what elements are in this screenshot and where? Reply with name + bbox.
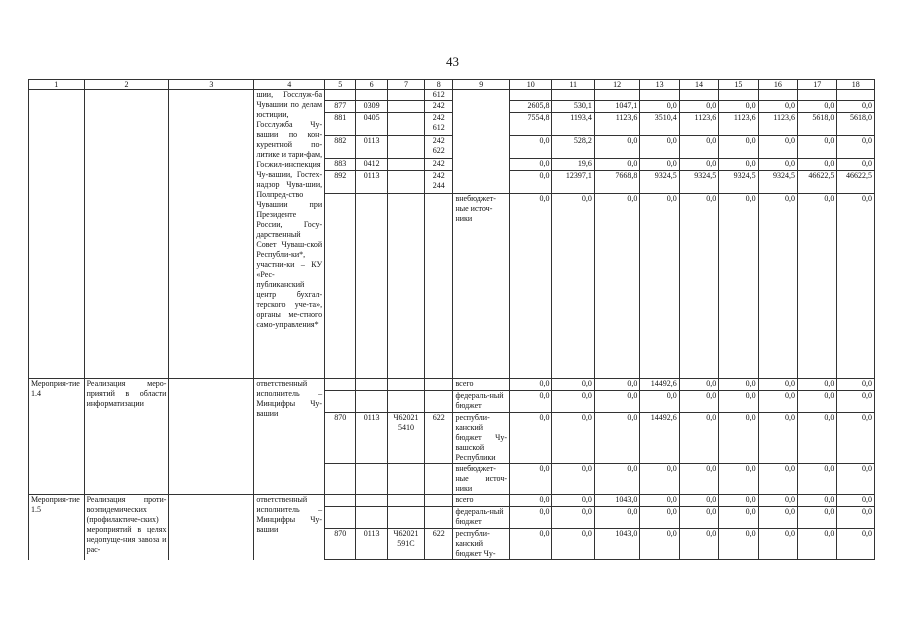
value-cell: 5618,0 — [798, 113, 837, 136]
value-cell: 1043,0 — [594, 529, 639, 560]
kbk-glavn — [325, 495, 356, 507]
value-cell: 0,0 — [719, 507, 758, 529]
column-number: 8 — [425, 80, 453, 90]
value-cell: 0,0 — [719, 101, 758, 113]
column-number: 9 — [453, 80, 510, 90]
measure-number-cell: Мероприя-тие 1.5 — [29, 495, 85, 560]
value-cell: 0,0 — [640, 529, 679, 560]
value-cell: 0,0 — [510, 464, 552, 495]
value-cell: 0,0 — [798, 101, 837, 113]
kbk-target: Ч62021 591С — [387, 529, 424, 560]
value-cell — [719, 90, 758, 101]
value-cell — [594, 90, 639, 101]
value-cell: 0,0 — [798, 379, 837, 391]
value-cell: 0,0 — [798, 529, 837, 560]
value-cell: 0,0 — [594, 159, 639, 171]
kbk-section: 0113 — [356, 529, 387, 560]
value-cell: 0,0 — [510, 194, 552, 379]
value-cell: 0,0 — [719, 136, 758, 159]
value-cell: 0,0 — [798, 464, 837, 495]
value-cell: 46622,5 — [798, 171, 837, 194]
kbk-glavn: 892 — [325, 171, 356, 194]
value-cell: 0,0 — [679, 391, 718, 413]
kbk-section: 0405 — [356, 113, 387, 136]
value-cell — [798, 90, 837, 101]
kbk-type — [425, 507, 453, 529]
value-cell: 0,0 — [640, 101, 679, 113]
kbk-glavn — [325, 507, 356, 529]
value-cell: 3510,4 — [640, 113, 679, 136]
value-cell: 14492,6 — [640, 413, 679, 464]
value-cell: 1047,1 — [594, 101, 639, 113]
value-cell: 7554,8 — [510, 113, 552, 136]
column-number: 15 — [719, 80, 758, 90]
value-cell: 0,0 — [552, 495, 594, 507]
value-cell — [837, 90, 875, 101]
column-number: 7 — [387, 80, 424, 90]
kbk-glavn — [325, 464, 356, 495]
value-cell: 0,0 — [719, 464, 758, 495]
value-cell: 0,0 — [798, 507, 837, 529]
value-cell: 0,0 — [719, 391, 758, 413]
kbk-glavn — [325, 391, 356, 413]
kbk-type: 622 — [425, 413, 453, 464]
value-cell: 9324,5 — [679, 171, 718, 194]
kbk-target — [387, 507, 424, 529]
value-cell: 5618,0 — [837, 113, 875, 136]
value-cell: 0,0 — [510, 171, 552, 194]
value-cell: 2605,8 — [510, 101, 552, 113]
column-number: 12 — [594, 80, 639, 90]
kbk-glavn — [325, 90, 356, 101]
kbk-type — [425, 391, 453, 413]
source-cell: республи-канский бюджет Чу-вашской Республики — [453, 413, 510, 464]
kbk-glavn: 883 — [325, 159, 356, 171]
kbk-section: 0309 — [356, 101, 387, 113]
kbk-section: 0113 — [356, 136, 387, 159]
kbk-section: 0113 — [356, 171, 387, 194]
column-number: 2 — [84, 80, 169, 90]
value-cell: 0,0 — [679, 529, 718, 560]
value-cell: 0,0 — [758, 159, 797, 171]
column-number: 17 — [798, 80, 837, 90]
measure-number-cell: Мероприя-тие 1.4 — [29, 379, 85, 495]
value-cell: 0,0 — [837, 495, 875, 507]
kbk-type — [425, 495, 453, 507]
kbk-glavn: 870 — [325, 413, 356, 464]
value-cell: 0,0 — [594, 136, 639, 159]
value-cell: 0,0 — [510, 507, 552, 529]
value-cell: 0,0 — [837, 413, 875, 464]
value-cell: 0,0 — [719, 379, 758, 391]
value-cell: 0,0 — [510, 413, 552, 464]
value-cell: 0,0 — [758, 136, 797, 159]
executors-cell: ответственный исполнитель – Минцифры Чу-вашии — [254, 495, 325, 560]
column-number: 5 — [325, 80, 356, 90]
kbk-target: Ч62021 5410 — [387, 413, 424, 464]
table-row — [29, 379, 875, 391]
value-cell: 0,0 — [679, 159, 718, 171]
value-cell: 0,0 — [837, 507, 875, 529]
column-number: 3 — [169, 80, 254, 90]
value-cell: 1043,0 — [594, 495, 639, 507]
value-cell: 0,0 — [594, 413, 639, 464]
value-cell: 0,0 — [640, 464, 679, 495]
value-cell: 0,0 — [510, 391, 552, 413]
value-cell — [510, 90, 552, 101]
value-cell: 0,0 — [679, 101, 718, 113]
column-number: 4 — [254, 80, 325, 90]
value-cell: 0,0 — [837, 529, 875, 560]
value-cell: 0,0 — [594, 391, 639, 413]
value-cell: 0,0 — [640, 136, 679, 159]
column-number: 10 — [510, 80, 552, 90]
kbk-target — [387, 159, 424, 171]
kbk-type: 612 — [425, 90, 453, 101]
value-cell: 0,0 — [640, 507, 679, 529]
kbk-target — [387, 391, 424, 413]
kbk-target — [387, 113, 424, 136]
kbk-target — [387, 464, 424, 495]
value-cell: 0,0 — [758, 391, 797, 413]
kbk-target — [387, 379, 424, 391]
value-cell: 0,0 — [758, 379, 797, 391]
kbk-type: 242 612 — [425, 113, 453, 136]
kbk-type: 622 — [425, 529, 453, 560]
kbk-type — [425, 379, 453, 391]
value-cell — [640, 90, 679, 101]
value-cell: 1193,4 — [552, 113, 594, 136]
kbk-section — [356, 379, 387, 391]
kbk-glavn: 877 — [325, 101, 356, 113]
kbk-glavn — [325, 194, 356, 379]
budget-table — [28, 79, 875, 560]
kbk-type: 242 244 — [425, 171, 453, 194]
kbk-type: 242 — [425, 101, 453, 113]
value-cell — [552, 90, 594, 101]
value-cell: 0,0 — [679, 379, 718, 391]
value-cell: 0,0 — [719, 495, 758, 507]
page-number: 43 — [446, 54, 459, 69]
value-cell: 0,0 — [552, 529, 594, 560]
value-cell: 0,0 — [640, 391, 679, 413]
source-cell: внебюджет-ные источ-ники — [453, 194, 510, 379]
column-number-row — [29, 80, 875, 90]
kbk-glavn: 870 — [325, 529, 356, 560]
column-number: 13 — [640, 80, 679, 90]
kbk-section — [356, 391, 387, 413]
column-number: 11 — [552, 80, 594, 90]
value-cell: 1123,6 — [719, 113, 758, 136]
value-cell: 19,6 — [552, 159, 594, 171]
kbk-target — [387, 194, 424, 379]
value-cell: 0,0 — [837, 101, 875, 113]
kbk-glavn — [325, 379, 356, 391]
value-cell: 0,0 — [798, 391, 837, 413]
value-cell: 0,0 — [719, 159, 758, 171]
value-cell: 0,0 — [837, 464, 875, 495]
value-cell: 1123,6 — [758, 113, 797, 136]
value-cell: 0,0 — [510, 379, 552, 391]
value-cell: 46622,5 — [837, 171, 875, 194]
table-row — [29, 495, 875, 507]
value-cell: 9324,5 — [640, 171, 679, 194]
measure-cell — [29, 90, 85, 379]
kbk-section — [356, 495, 387, 507]
value-cell: 0,0 — [758, 507, 797, 529]
column-number: 6 — [356, 80, 387, 90]
value-cell: 0,0 — [837, 136, 875, 159]
value-cell: 0,0 — [798, 136, 837, 159]
kbk-section: 0113 — [356, 413, 387, 464]
kbk-target — [387, 136, 424, 159]
value-cell: 0,0 — [510, 529, 552, 560]
kbk-target — [387, 90, 424, 101]
value-cell: 0,0 — [758, 464, 797, 495]
kbk-type: 242 622 — [425, 136, 453, 159]
value-cell: 0,0 — [758, 529, 797, 560]
column-number: 14 — [679, 80, 718, 90]
kbk-section — [356, 464, 387, 495]
value-cell: 528,2 — [552, 136, 594, 159]
value-cell: 0,0 — [837, 391, 875, 413]
value-cell: 0,0 — [679, 136, 718, 159]
value-cell: 0,0 — [758, 101, 797, 113]
value-cell: 0,0 — [798, 159, 837, 171]
kbk-section — [356, 90, 387, 101]
value-cell: 0,0 — [510, 159, 552, 171]
kbk-target — [387, 171, 424, 194]
source-cell: всего — [453, 495, 510, 507]
source-cell — [453, 90, 510, 194]
value-cell — [758, 90, 797, 101]
value-cell: 0,0 — [798, 194, 837, 379]
source-cell: республи-канский бюджет Чу- — [453, 529, 510, 560]
value-cell: 0,0 — [640, 194, 679, 379]
empty-cell — [169, 495, 254, 560]
value-cell: 0,0 — [679, 413, 718, 464]
value-cell: 14492,6 — [640, 379, 679, 391]
kbk-target — [387, 495, 424, 507]
source-cell: внебюджет-ные источ-ники — [453, 464, 510, 495]
value-cell: 0,0 — [679, 194, 718, 379]
value-cell: 0,0 — [552, 194, 594, 379]
value-cell: 0,0 — [594, 194, 639, 379]
measure-name-cell: Реализация проти-воэпидемических (профилактиче-ских) мероприятий в целях недопуще-ния завоза и рас- — [84, 495, 169, 560]
value-cell: 0,0 — [594, 507, 639, 529]
kbk-glavn: 882 — [325, 136, 356, 159]
value-cell: 0,0 — [552, 391, 594, 413]
value-cell: 0,0 — [758, 194, 797, 379]
value-cell: 0,0 — [640, 159, 679, 171]
empty-cell — [169, 379, 254, 495]
measure-name-cell — [84, 90, 169, 379]
value-cell: 0,0 — [552, 379, 594, 391]
empty-cell — [169, 90, 254, 379]
value-cell: 9324,5 — [758, 171, 797, 194]
value-cell: 0,0 — [719, 413, 758, 464]
column-number: 18 — [837, 80, 875, 90]
value-cell: 0,0 — [837, 379, 875, 391]
executors-cell: шии, Госслуж-ба Чувашии по делам юстиции, Госслужба Чу-вашии по кон-курентной по-литике и тари-фам, Госжил-инспекция Чу-вашии, Гостех-надзор Чува-шии, Полпред-ство Чувашии при Президенте России, Госу-дарственный Совет Чуваш-ской Республи-ки*, участни-ки – КУ «Рес-публиканский центр бухгал-терского уче-та», органы ме-стного само-управления* — [254, 90, 325, 379]
source-cell: федераль-ный бюджет — [453, 507, 510, 529]
table-row — [29, 90, 875, 101]
value-cell: 0,0 — [837, 159, 875, 171]
value-cell: 0,0 — [510, 495, 552, 507]
executors-cell: ответственный исполнитель – Минцифры Чу-вашии — [254, 379, 325, 495]
kbk-section: 0412 — [356, 159, 387, 171]
value-cell: 530,1 — [552, 101, 594, 113]
value-cell: 0,0 — [719, 529, 758, 560]
value-cell: 0,0 — [552, 413, 594, 464]
value-cell: 1123,6 — [594, 113, 639, 136]
value-cell: 9324,5 — [719, 171, 758, 194]
value-cell: 0,0 — [679, 495, 718, 507]
kbk-target — [387, 101, 424, 113]
kbk-type — [425, 464, 453, 495]
value-cell: 0,0 — [594, 464, 639, 495]
value-cell: 0,0 — [594, 379, 639, 391]
value-cell: 12397,1 — [552, 171, 594, 194]
value-cell: 0,0 — [798, 495, 837, 507]
value-cell: 0,0 — [758, 495, 797, 507]
source-cell: всего — [453, 379, 510, 391]
value-cell: 7668,8 — [594, 171, 639, 194]
value-cell: 0,0 — [758, 413, 797, 464]
source-cell: федераль-ный бюджет — [453, 391, 510, 413]
kbk-type — [425, 194, 453, 379]
measure-name-cell: Реализация меро-приятий в области информатизации — [84, 379, 169, 495]
value-cell: 1123,6 — [679, 113, 718, 136]
column-number: 1 — [29, 80, 85, 90]
value-cell: 0,0 — [837, 194, 875, 379]
value-cell: 0,0 — [679, 507, 718, 529]
kbk-section — [356, 507, 387, 529]
value-cell: 0,0 — [552, 507, 594, 529]
kbk-glavn: 881 — [325, 113, 356, 136]
value-cell: 0,0 — [510, 136, 552, 159]
value-cell — [679, 90, 718, 101]
value-cell: 0,0 — [679, 464, 718, 495]
value-cell: 0,0 — [798, 413, 837, 464]
column-number: 16 — [758, 80, 797, 90]
value-cell: 0,0 — [552, 464, 594, 495]
value-cell: 0,0 — [640, 495, 679, 507]
value-cell: 0,0 — [719, 194, 758, 379]
kbk-type: 242 — [425, 159, 453, 171]
kbk-section — [356, 194, 387, 379]
